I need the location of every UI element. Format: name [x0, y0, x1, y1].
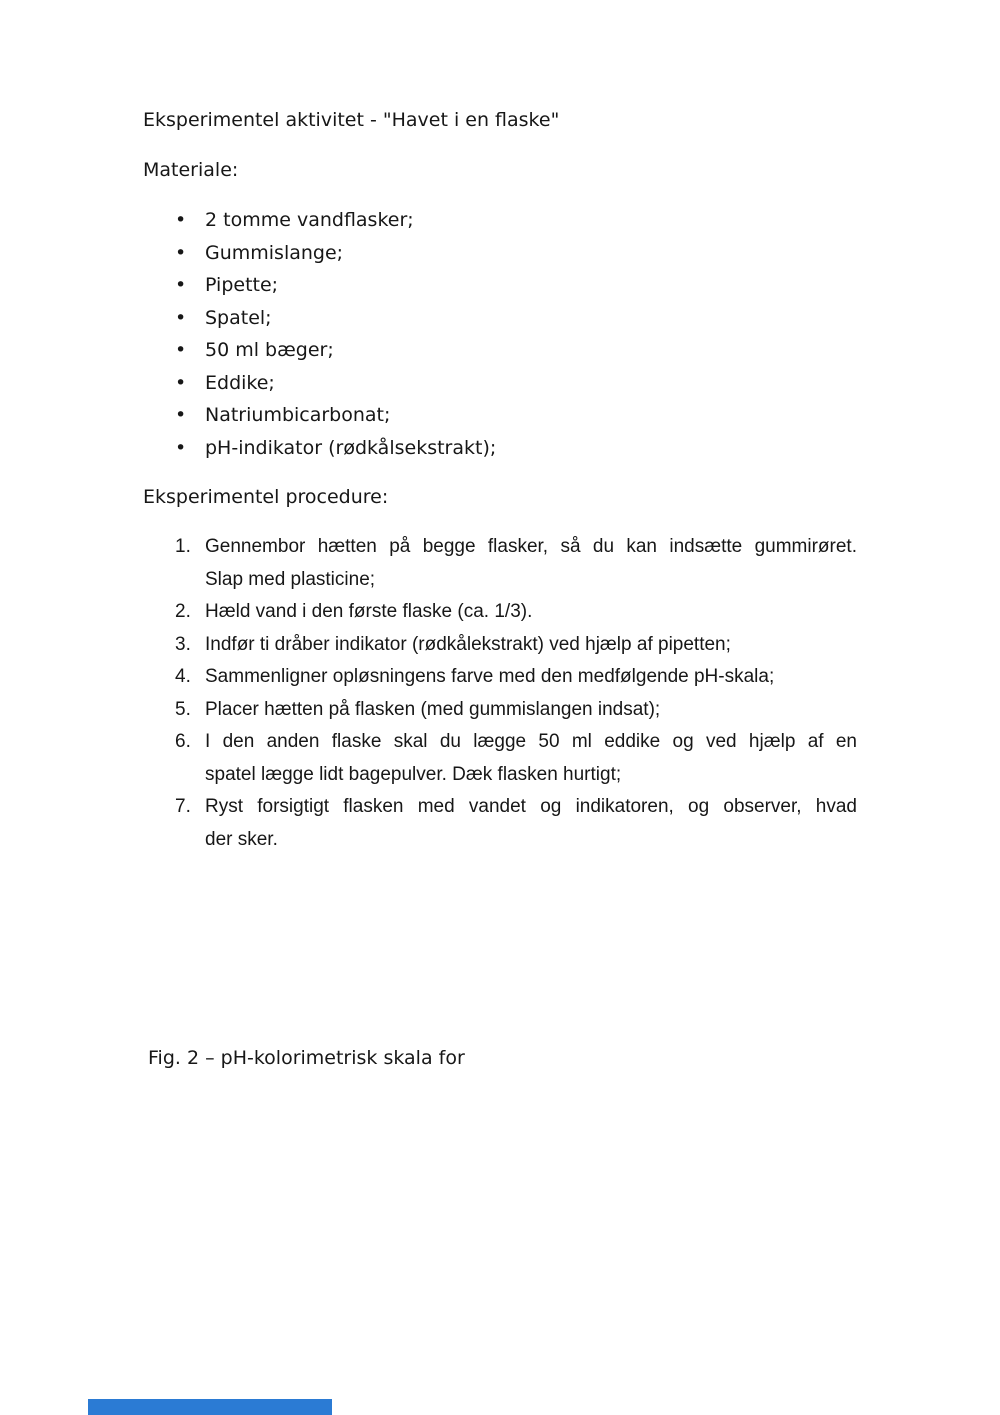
list-item-text: Pipette; [205, 274, 279, 296]
step-text [205, 629, 857, 662]
step-line: Indfør ti dråber indikator (rødkålekstrakt) ved hjælp af pipetten; [205, 633, 731, 655]
step-line: I den anden flaske skal du lægge 50 ml eddike og ved hjælp af en [205, 731, 857, 752]
procedure-step [175, 791, 857, 856]
procedure-step [175, 661, 857, 694]
bullet-icon: • [175, 241, 187, 264]
document-content [143, 104, 857, 1075]
figure-caption: Fig. 2 – pH-kolorimetrisk skala for [148, 1047, 465, 1069]
list-item [175, 399, 857, 432]
materials-list [143, 204, 857, 464]
bullet-icon: • [175, 436, 187, 459]
procedure-list [143, 531, 857, 856]
list-item [175, 367, 857, 400]
step-line: der sker. [205, 828, 278, 850]
step-line: Placer hætten på flasken (med gummislangen indsat); [205, 698, 661, 720]
step-number: 4. [175, 666, 191, 687]
step-number: 6. [175, 731, 191, 752]
procedure-step [175, 726, 857, 791]
procedure-step [175, 694, 857, 727]
step-number: 1. [175, 536, 191, 557]
procedure-heading: Eksperimentel procedure: [143, 486, 389, 508]
step-text [205, 726, 857, 791]
list-item [175, 432, 857, 465]
materials-heading: Materiale: [143, 159, 239, 181]
list-item [175, 269, 857, 302]
document-title: Eksperimentel aktivitet - "Havet i en flaske" [143, 109, 560, 131]
step-number: 5. [175, 698, 191, 720]
bullet-icon: • [175, 274, 187, 296]
step-line: Ryst forsigtigt flasken med vandet og indikatoren, og observer, hvad [205, 796, 857, 817]
step-text [205, 596, 857, 629]
list-item [175, 334, 857, 367]
step-text [205, 661, 857, 694]
step-line: spatel lægge lidt bagepulver. Dæk flasken hurtigt; [205, 763, 622, 785]
figure-image-fragment [88, 1399, 332, 1415]
procedure-step [175, 596, 857, 629]
step-line: Sammenligner opløsningens farve med den medfølgende pH-skala; [205, 666, 775, 687]
bullet-icon: • [175, 209, 187, 231]
list-item-text: 50 ml bæger; [205, 339, 334, 361]
list-item-text: Spatel; [205, 306, 272, 329]
bullet-icon: • [175, 339, 187, 361]
list-item [175, 204, 857, 237]
step-line: Slap med plasticine; [205, 568, 376, 590]
list-item-text: Natriumbicarbonat; [205, 404, 391, 426]
list-item [175, 237, 857, 270]
bullet-icon: • [175, 404, 187, 426]
bullet-icon: • [175, 371, 187, 394]
step-number: 2. [175, 601, 191, 622]
step-text [205, 791, 857, 856]
step-text [205, 694, 857, 727]
procedure-step [175, 531, 857, 596]
step-number: 7. [175, 796, 191, 817]
procedure-step [175, 629, 857, 662]
list-item-text: 2 tomme vandflasker; [205, 209, 414, 231]
step-text [205, 531, 857, 596]
list-item-text: Eddike; [205, 371, 275, 394]
step-line: Gennembor hætten på begge flasker, så du kan indsætte gummirøret. [205, 536, 857, 557]
step-number: 3. [175, 633, 191, 655]
list-item-text: pH-indikator (rødkålsekstrakt); [205, 436, 497, 459]
bullet-icon: • [175, 306, 187, 329]
list-item-text: Gummislange; [205, 241, 344, 264]
list-item [175, 302, 857, 335]
step-line: Hæld vand i den første flaske (ca. 1/3). [205, 601, 533, 622]
